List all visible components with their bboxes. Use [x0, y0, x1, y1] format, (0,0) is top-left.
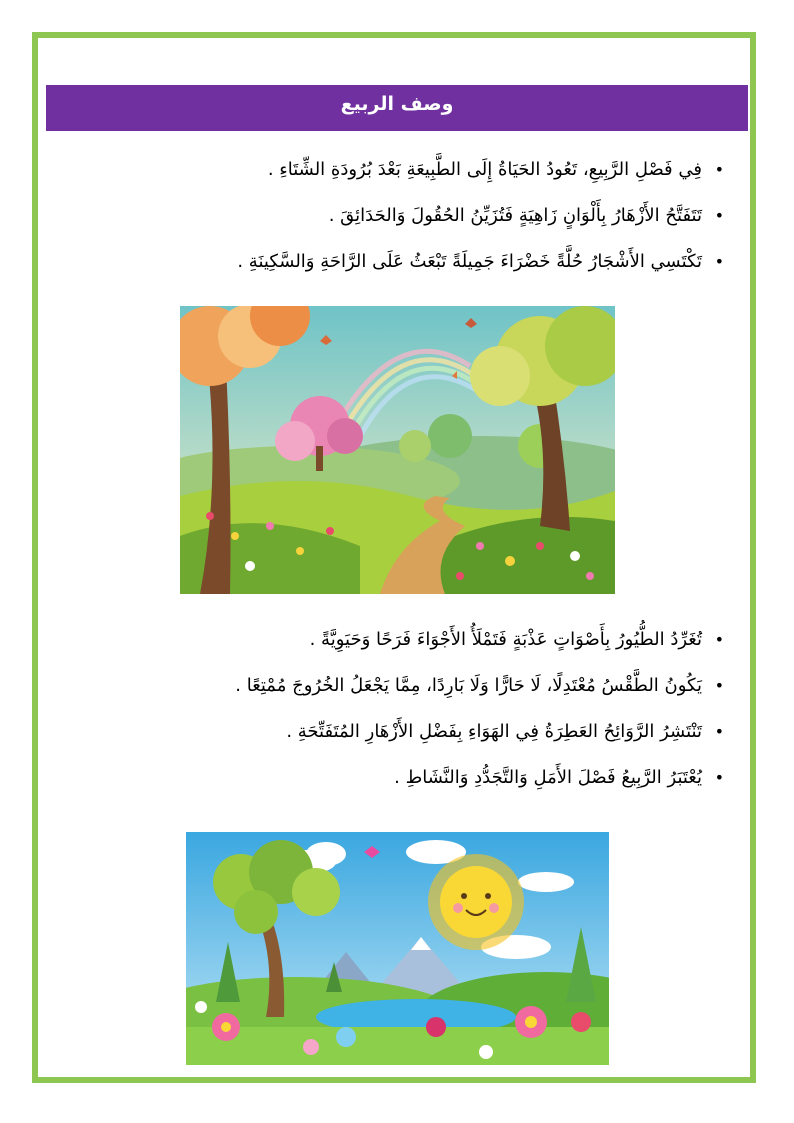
page-title: وصف الربيع — [46, 85, 748, 131]
sun — [428, 854, 524, 950]
list-item: • تَنْتَشِرُ الرَّوَائِحُ العَطِرَةُ فِي الهَوَاءِ بِفَضْلِ الأَزْهَارِ المُتَفَتِّحَةِ . — [150, 712, 724, 758]
spring-landscape-illustration — [180, 306, 615, 594]
list-item: • تَتَفَتَّحُ الأَزْهَارُ بِأَلْوَانٍ زَاهِيَةٍ فَتُزَيِّنُ الحُقُولَ وَالحَدَائِقَ . — [150, 196, 724, 242]
list-item: • تُغَرِّدُ الطُّيُورُ بِأَصْوَاتٍ عَذْبَةٍ فَتَمْلَأُ الأَجْوَاءَ فَرَحًا وَحَيَوِيَّةً . — [150, 620, 724, 666]
paragraph-list-top — [150, 150, 724, 288]
paragraph-list-bottom — [150, 620, 724, 804]
list-item: • تَكْتَسِي الأَشْجَارُ حُلَّةً خَضْرَاءَ جَمِيلَةً تَبْعَثُ عَلَى الرَّاحَةِ وَالسَّكِينَةِ . — [150, 242, 724, 288]
list-item: • يُعْتَبَرُ الرَّبِيعُ فَصْلَ الأَمَلِ وَالتَّجَدُّدِ وَالنَّشَاطِ . — [150, 758, 724, 804]
list-item: • يَكُونُ الطَّقْسُ مُعْتَدِلًا، لَا حَارًّا وَلَا بَارِدًا، مِمَّا يَجْعَلُ الخُرُوجَ مُمْتِعًا . — [150, 666, 724, 712]
sunny-spring-illustration — [186, 832, 609, 1065]
list-item: • فِي فَصْلِ الرَّبِيعِ، تَعُودُ الحَيَاةُ إِلَى الطَّبِيعَةِ بَعْدَ بُرُودَةِ الشِّتَاءِ . — [150, 150, 724, 196]
